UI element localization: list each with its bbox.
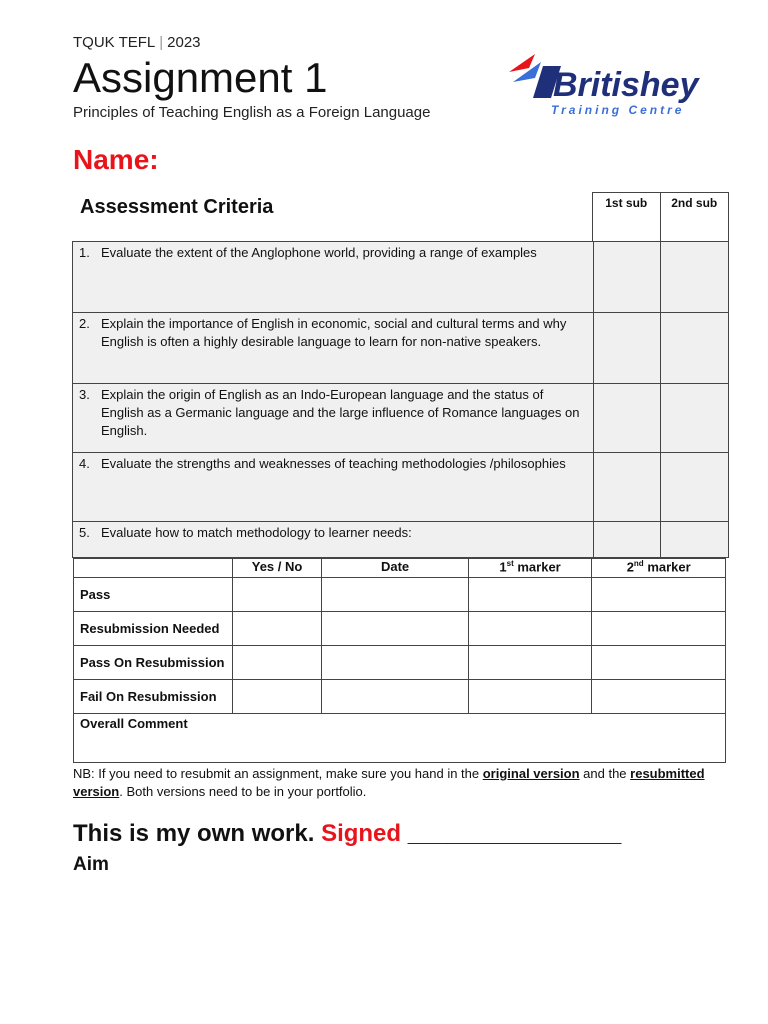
criterion-text: Evaluate how to match methodology to learner needs: (101, 525, 412, 540)
second-sub-box[interactable] (660, 313, 729, 384)
second-marker-header (592, 559, 726, 578)
second-marker-num: 2 (626, 559, 634, 575)
yes-no-cell[interactable] (232, 612, 322, 646)
criteria-row (73, 313, 729, 384)
marking-table (73, 558, 726, 763)
overall-comment-row (74, 714, 726, 763)
first-marker-cell[interactable] (468, 646, 592, 680)
marking-row-resubmission-needed (74, 612, 726, 646)
second-sub-box[interactable] (660, 384, 729, 453)
second-sub-box[interactable] (660, 522, 729, 558)
criterion-number: 2. (79, 316, 90, 331)
row-label: Pass On Resubmission (74, 646, 233, 680)
yes-no-cell[interactable] (232, 578, 322, 612)
blank-header (74, 559, 233, 578)
nb-middle: and the (579, 766, 631, 781)
second-marker-cell[interactable] (592, 578, 726, 612)
declaration-text: This is my own work. (73, 820, 322, 847)
logo-tagline-text: Training Centre (551, 103, 685, 117)
yes-no-cell[interactable] (232, 646, 322, 680)
criterion-number: 1. (79, 245, 90, 260)
row-label: Pass (74, 578, 233, 612)
second-sub-box[interactable] (660, 453, 729, 522)
aim-label: Aim (73, 854, 109, 875)
first-sub-box[interactable] (594, 384, 661, 453)
name-label: Name: (73, 144, 159, 175)
criterion-text: Evaluate the strengths and weaknesses of teaching methodologies /philosophies (101, 456, 566, 471)
logo-graphic (505, 48, 735, 118)
criterion-cell (73, 384, 594, 453)
criterion-text: Explain the origin of English as an Indo-European language and the status of English as a Germanic language and the large influence of Romance languages on English. (101, 387, 580, 438)
criterion-text: Evaluate the extent of the Anglophone world, providing a range of examples (101, 245, 537, 260)
nb-prefix: NB: If you need to resubmit an assignment, make sure you hand in the (73, 766, 483, 781)
marking-header-row (74, 559, 726, 578)
second-marker-cell[interactable] (592, 680, 726, 714)
criterion-number: 4. (79, 456, 90, 471)
first-sub-header: 1st sub (593, 193, 661, 242)
second-marker-cell[interactable] (592, 646, 726, 680)
criterion-cell (73, 242, 594, 313)
first-marker-num: 1 (499, 559, 507, 575)
criteria-row (73, 522, 729, 558)
criterion-cell (73, 453, 594, 522)
nb-original-version: original version (482, 766, 580, 781)
separator: | (159, 34, 164, 51)
criterion-cell (73, 313, 594, 384)
first-sub-box[interactable] (594, 522, 661, 558)
nb-suffix: . Both versions need to be in your portfolio. (119, 784, 367, 799)
signed-label: Signed (321, 820, 402, 847)
criteria-row (73, 384, 729, 453)
submission-header-table (592, 192, 729, 242)
second-marker-cell[interactable] (592, 612, 726, 646)
overall-comment-box[interactable] (74, 714, 726, 763)
criteria-table (72, 241, 729, 558)
first-marker-cell[interactable] (468, 578, 592, 612)
second-sub-header: 2nd sub (660, 193, 729, 242)
declaration-line (73, 820, 621, 848)
row-label: Fail On Resubmission (74, 680, 233, 714)
nb-resubmitted-version: resubmitted version (73, 766, 705, 799)
first-sub-box[interactable] (594, 453, 661, 522)
britishey-logo (505, 48, 735, 118)
overall-comment-label: Overall Comment (80, 716, 188, 731)
marking-row-pass (74, 578, 726, 612)
criteria-row (73, 242, 729, 313)
yes-no-cell[interactable] (232, 680, 322, 714)
yes-no-header: Yes / No (232, 559, 322, 578)
date-cell[interactable] (322, 646, 468, 680)
criteria-row (73, 453, 729, 522)
criterion-number: 5. (79, 525, 90, 540)
first-sub-box[interactable] (594, 313, 661, 384)
second-sub-box[interactable] (660, 242, 729, 313)
date-cell[interactable] (322, 612, 468, 646)
row-label: Resubmission Needed (74, 612, 233, 646)
org-name: TQUK TEFL (73, 34, 156, 51)
date-cell[interactable] (322, 680, 468, 714)
date-cell[interactable] (322, 578, 468, 612)
second-marker-label: marker (643, 559, 691, 575)
marking-row-fail-on-resubmission (74, 680, 726, 714)
org-year-line (73, 34, 201, 51)
criterion-number: 3. (79, 387, 90, 402)
nb-note (73, 765, 713, 801)
date-header: Date (322, 559, 468, 578)
page-title: Assignment 1 (73, 54, 328, 101)
signature-line[interactable]: ________________ (407, 820, 622, 847)
marking-row-pass-on-resubmission (74, 646, 726, 680)
first-marker-cell[interactable] (468, 680, 592, 714)
first-marker-label: marker (513, 559, 561, 575)
first-marker-sup: st (506, 559, 514, 568)
first-marker-header (468, 559, 592, 578)
logo-brand-text: Britishey (553, 66, 699, 104)
first-marker-cell[interactable] (468, 612, 592, 646)
second-marker-sup: nd (633, 559, 644, 568)
criterion-cell (73, 522, 594, 558)
first-sub-box[interactable] (594, 242, 661, 313)
assessment-criteria-heading: Assessment Criteria (80, 196, 274, 218)
page-subtitle: Principles of Teaching English as a Foreign Language (73, 104, 431, 121)
year: 2023 (167, 34, 201, 51)
criterion-text: Explain the importance of English in economic, social and cultural terms and why English is often a highly desirable language to learn for non-native speakers. (101, 316, 567, 349)
